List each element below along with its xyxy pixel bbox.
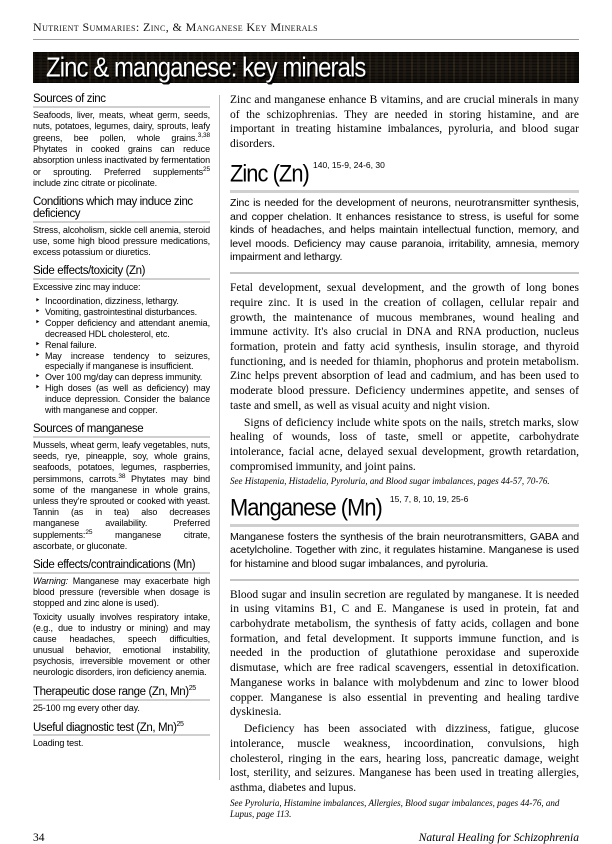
manganese-paragraph-1: Blood sugar and insulin secretion are regulated by manganese. It is needed in using vitamins B1, C and E. Manganese is used in protein, fat and carbohydrate metabolism, the synthesis of fatty acids, collagen and bone formation, and fetal development. It supports immune function, and is needed in the production of glutathione peroxidase and superoxide dismutase, which are free radical scavengers, essential in detoxification. Manganese works in balance with molybdenum and zinc to lower blood copper. Manganese is also essential in preventing and healing tardive dyskinesia. xyxy=(230,588,579,719)
citation-ref: 15, 7, 8, 10, 19, 25-6 xyxy=(389,493,469,504)
heading-diagnostic-test: Useful diagnostic test (Zn, Mn)$^{25}$ xyxy=(33,721,210,737)
column-divider xyxy=(219,95,220,780)
zinc-cross-reference: See Histapenia, Histadelia, Pyroluria, and Blood sugar imbalances, pages 44-57, 70-76. xyxy=(230,476,550,487)
list-item: ‣ Vomiting, gastrointestinal disturbances. xyxy=(33,307,210,318)
zinc-summary: Zinc is needed for the development of neurons, neurotransmitter synthesis, and copper chelation. It enhances resistance to stress, is useful for some kinds of headaches, and helps maintain intellectual function, memory, and level moods. Deficiency may cause paranoia, irritability, amnesia, memory impairment and lethargy. xyxy=(230,197,579,274)
list-item: ‣ Incoordination, dizziness, lethargy. xyxy=(33,296,210,307)
list-item: ‣ Renal failure. xyxy=(33,340,210,351)
heading-zinc: Zinc (Zn) $^{140, 15-9, 24-6, 30}$ xyxy=(230,160,579,193)
heading-conditions-zinc-deficiency: Conditions which may induce zinc deficiency xyxy=(33,196,210,223)
side-effects-mn-warning: Warning: Manganese may exacerbate high blood pressure (reversible when dosage is stopped and zinc alone is used). xyxy=(33,576,210,608)
page-title: Zinc & manganese: key minerals xyxy=(46,50,366,84)
side-effects-zn-intro: Excessive zinc may induce: xyxy=(33,281,141,292)
zinc-paragraph-2: Signs of deficiency include white spots on the nails, stretch marks, slow healing of wounds, loss of taste, smell or appetite, carbohydrate intolerance, facial acne, delayed sexual development, growth retardation, compromised immunity, and joint pains. xyxy=(230,416,579,473)
book-title: Natural Healing for Schizophrenia xyxy=(418,832,579,844)
title-banner xyxy=(33,52,579,83)
page-footer xyxy=(33,826,579,844)
heading-sources-of-manganese: Sources of manganese xyxy=(33,423,210,438)
side-effects-zn-list xyxy=(33,296,210,417)
left-column xyxy=(33,92,210,826)
manganese-paragraph-2: Deficiency has been associated with dizziness, fatigue, glucose intolerance, muscle weakness, incoordination, convulsions, high cholesterol, ringing in the ears, hearing loss, pancreatic damage, weight lost, sterility, and seizures. Manganese has been used in treating allergies, asthma, diabetes and lupus. xyxy=(230,723,579,794)
side-effects-mn-text: Toxicity usually involves respiratory intake, (e.g., due to industry or mining) and may cause headaches, speech difficulties, unusual behavior, emotional instability, psychosis, irreversible movement or other neurologic disorders, iron deficiency anemia. xyxy=(33,611,210,677)
right-column xyxy=(230,92,579,826)
citation-ref: 25 xyxy=(202,165,210,173)
therapeutic-dose-text: 25-100 mg every other day. xyxy=(33,702,140,713)
manganese-summary: Manganese fosters the synthesis of the brain neurotransmitters, GABA and acetylcholine. Together with zinc, it regulates histamine. Manganese is used for histamine and blood sugar imbalances, and pyroluria. xyxy=(230,531,579,581)
citation-ref: 25 xyxy=(85,529,93,537)
chapter-intro: Zinc and manganese enhance B vitamins, and are crucial minerals in many of the schizophrenias. They are needed in storing histamine, and are important in treating histamine imbalances, pyroluria, and blood sugar disorders. xyxy=(230,94,579,151)
citation-ref: 25 xyxy=(188,684,196,692)
citation-ref: 3,38 xyxy=(197,131,210,139)
list-item: ‣ High doses (as well as deficiency) may induce depression. Consider the balance with manganese and copper. xyxy=(33,383,210,416)
citation-ref: 38 xyxy=(118,473,126,481)
heading-side-effects-mn: Side effects/contraindications (Mn) xyxy=(33,559,210,574)
heading-sources-of-zinc: Sources of zinc xyxy=(33,93,210,108)
sources-of-zinc-text: Seafoods, liver, meats, wheat germ, seeds, nuts, potatoes, legumes, dairy, sprouts, leafy greens, bee pollen, whole grains.$^{3,38}$ Phytates in cooked grains can reduce absorption unless inactivated by fermentation or sprouting. Preferred supplements$^{25}$ include zinc citrate or picolinate. xyxy=(33,110,210,188)
two-column-layout xyxy=(33,92,579,826)
citation-ref: 25 xyxy=(176,720,184,728)
sources-of-manganese-text: Mussels, wheat germ, leafy vegetables, nuts, seeds, rye, pineapple, soy, whole grains, seafoods, potatoes, legumes, raspberries, persimmons, carrots.$^{38}$ Phytates may bind some of the manganese in whole grains, unless they're sprouted or cooked with yeast. Tannin (as in tea) also decreases manganese availability. Preferred supplements:$^{25}$ manganese citrate, ascorbate, or gluconate. xyxy=(33,440,210,552)
heading-side-effects-zn: Side effects/toxicity (Zn) xyxy=(33,265,210,280)
page-number: 34 xyxy=(33,832,45,844)
diagnostic-test-text: Loading test. xyxy=(33,738,84,749)
list-item: ‣ Copper deficiency and attendant anemia, decreased HDL cholesterol, etc. xyxy=(33,318,210,340)
list-item: ‣ May increase tendency to seizures, especially if manganese is insufficient. xyxy=(33,351,210,373)
heading-therapeutic-dose-range: Therapeutic dose range (Zn, Mn)$^{25}$ xyxy=(33,685,210,701)
running-header: Nutrient Summaries: Zinc, & Manganese Key Minerals xyxy=(33,20,579,40)
list-item: ‣ Over 100 mg/day can depress immunity. xyxy=(33,372,210,383)
manganese-cross-reference: See Pyroluria, Histamine imbalances, Allergies, Blood sugar imbalances, pages 44-76, and Lupus, page 113. xyxy=(230,797,560,819)
heading-manganese: Manganese (Mn) $^{15, 7, 8, 10, 19, 25-6}$ xyxy=(230,494,579,527)
zinc-paragraph-1: Fetal development, sexual development, and the growth of long bones require zinc. It is used in the creation of collagen, cellular repair and growth, the maintenance of mucous membranes, wound healing and immune activity. It's also crucial in DNA and RNA production, nucleus formation, protein and fatty acid synthesis, insulin storage, and thyroid functioning, and is needed for thiamin, phophorus and protein metabolism. Zinc helps prevent absorption of lead and cadmium, and has been used to moderate blood pressure. Deficiency undermines appetite, and senses of taste and smell, as well as visual acuity and night vision. xyxy=(230,282,579,412)
citation-ref: 140, 15-9, 24-6, 30 xyxy=(313,159,385,170)
conditions-text: Stress, alcoholism, sickle cell anemia, steroid use, some high blood pressure medications, excess potassium or diuretics. xyxy=(33,224,210,257)
warning-label: Warning: xyxy=(33,576,69,586)
